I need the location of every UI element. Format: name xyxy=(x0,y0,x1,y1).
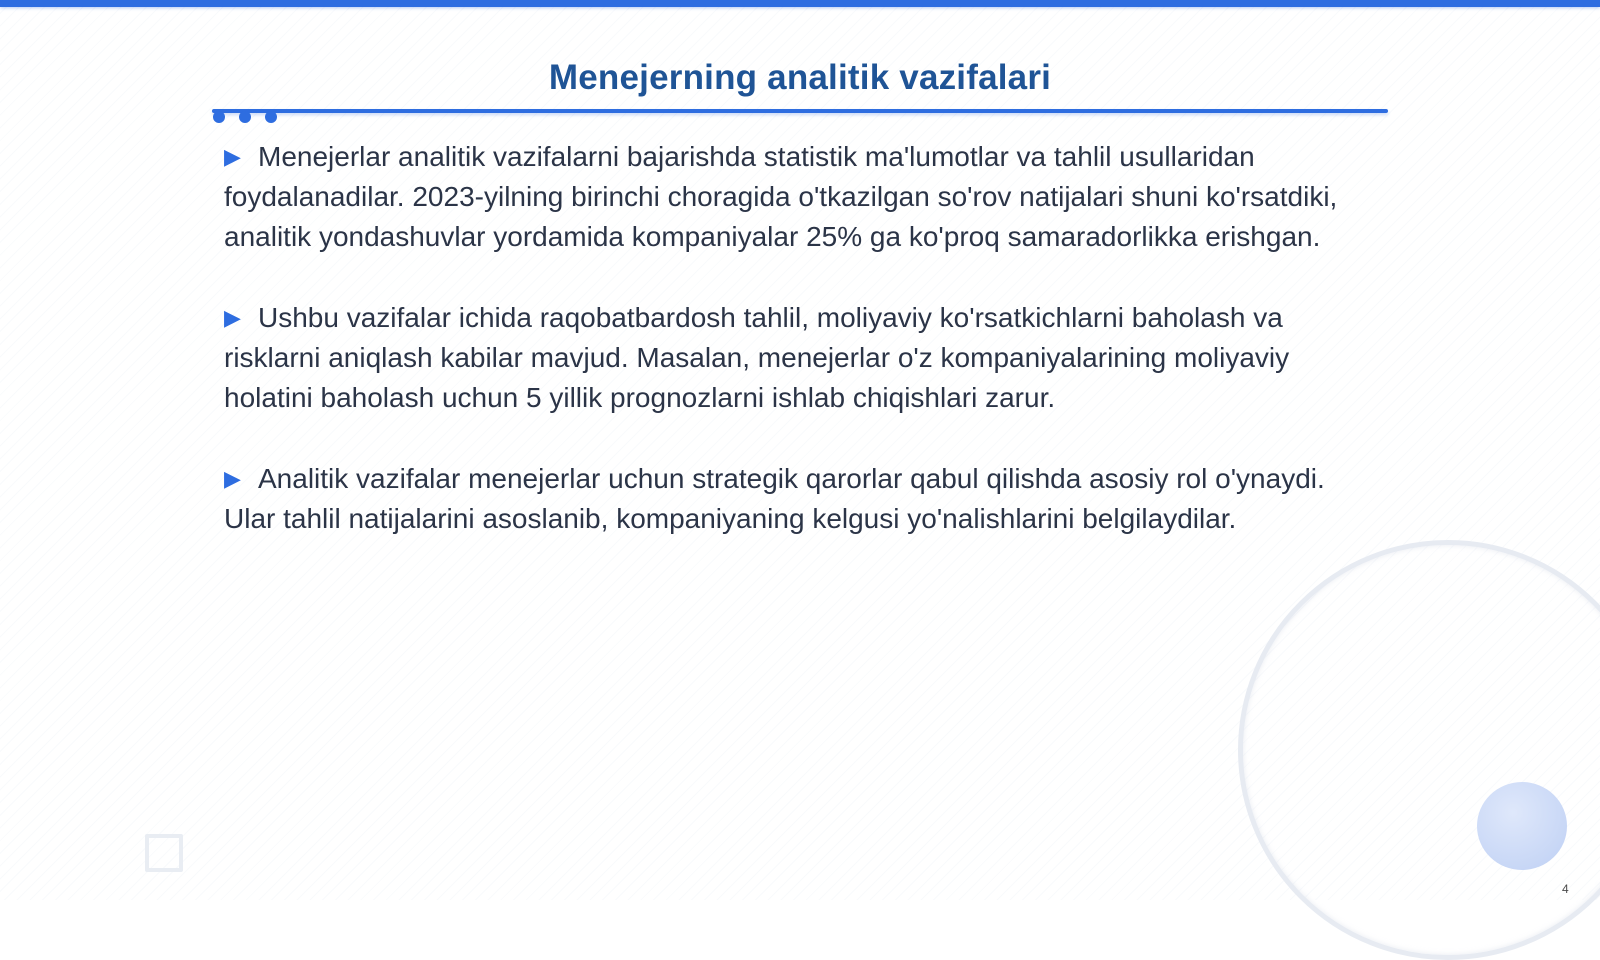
bullet-arrow-icon: ▶ xyxy=(224,305,241,330)
page-number: 4 xyxy=(1562,882,1569,896)
underline-dot-2 xyxy=(239,111,251,123)
top-accent-bar xyxy=(0,0,1600,7)
bullet-list xyxy=(224,137,1374,580)
bullet-arrow-icon: ▶ xyxy=(224,144,241,169)
bullet-item-2 xyxy=(224,298,1374,418)
underline-dot-1 xyxy=(213,111,225,123)
bullet-text: Analitik vazifalar menejerlar uchun strategik qarorlar qabul qilishda asosiy rol o'ynaydi. Ular tahlil natijalarini asoslanib, kompaniyaning kelgusi yo'nalishlarini belgilaydilar. xyxy=(224,463,1325,534)
bullet-text: Ushbu vazifalar ichida raqobatbardosh tahlil, moliyaviy ko'rsatkichlarni baholash va risklarni aniqlash kabilar mavjud. Masalan, menejerlar o'z kompaniyalarining moliyaviy holatini baholash uchun 5 yillik prognozlarni ishlab chiqishlari zarur. xyxy=(224,302,1290,413)
decorative-ring xyxy=(1238,540,1600,960)
bullet-text: Menejerlar analitik vazifalarni bajarishda statistik ma'lumotlar va tahlil usullaridan foydalanadilar. 2023-yilning birinchi choragida o'tkazilgan so'rov natijalari shuni ko'rsatdiki, analitik yondashuvlar yordamida kompaniyalar 25% ga ko'proq samaradorlikka erishgan. xyxy=(224,141,1338,252)
title-underline xyxy=(212,109,1388,113)
bullet-arrow-icon: ▶ xyxy=(224,466,241,491)
decorative-circle xyxy=(1477,782,1567,870)
underline-dot-3 xyxy=(265,111,277,123)
decorative-square xyxy=(145,834,183,872)
slide-title: Menejerning analitik vazifalari xyxy=(548,58,1052,97)
bullet-item-1 xyxy=(224,137,1374,257)
bullet-item-3 xyxy=(224,459,1374,539)
